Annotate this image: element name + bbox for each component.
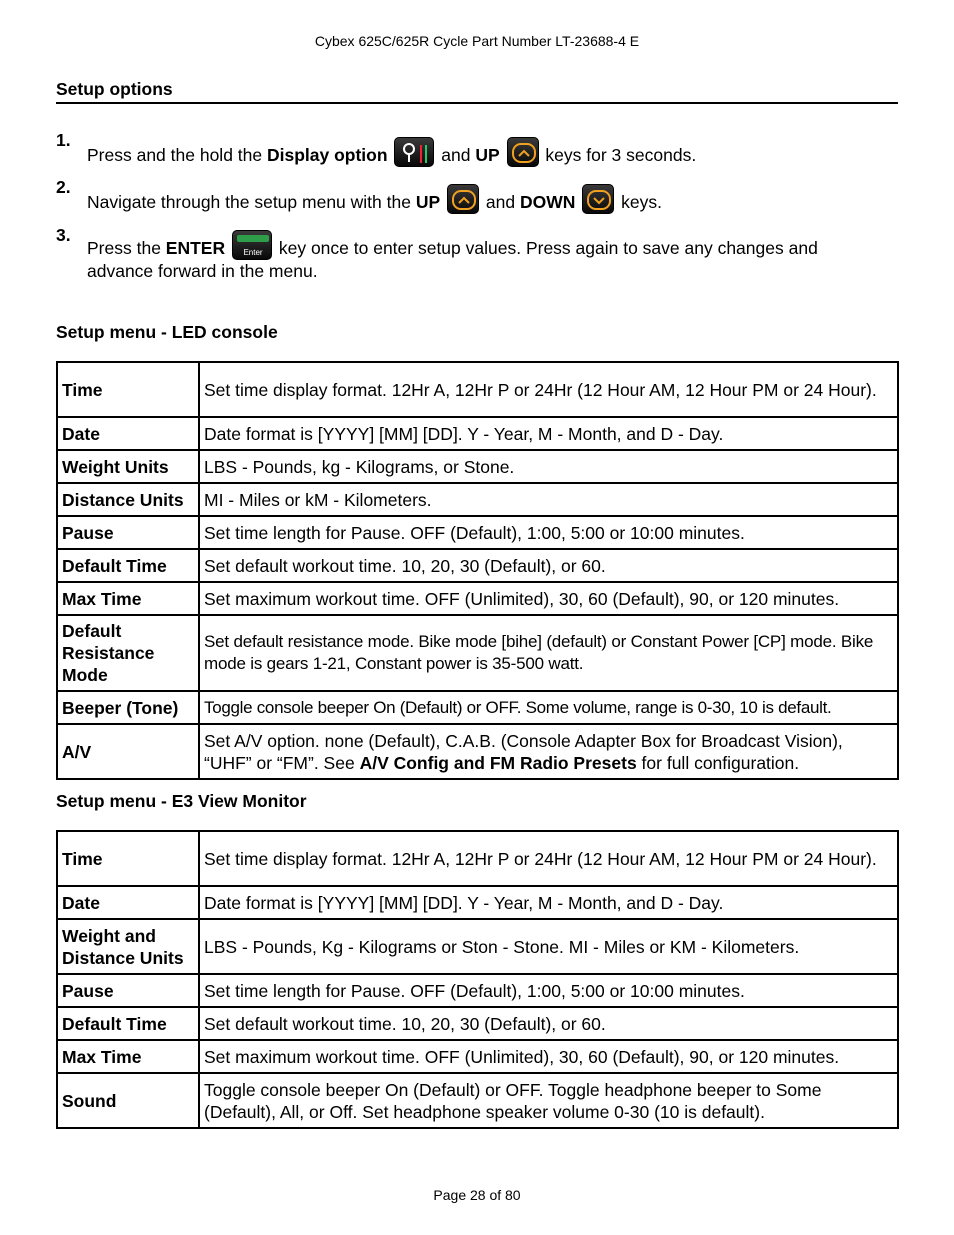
setting-description: Toggle console beeper On (Default) or OFF. Some volume, range is 0-30, 10 is default. [199,691,898,724]
setting-description: LBS - Pounds, kg - Kilograms, or Stone. [199,450,898,483]
table-row [57,582,898,615]
step-number: 1. [56,130,71,150]
setting-description: LBS - Pounds, Kg - Kilograms or Ston - Stone. MI - Miles or KM - Kilometers. [199,919,898,974]
setting-description: Date format is [YYYY] [MM] [DD]. Y - Year, M - Month, and D - Day. [199,886,898,919]
setting-description: MI - Miles or kM - Kilometers. [199,483,898,516]
setting-description: Set default workout time. 10, 20, 30 (Default), or 60. [199,1007,898,1040]
enter-key-icon [232,230,272,260]
led-console-heading: Setup menu - LED console [56,322,278,342]
step-key-name: Display option [266,145,388,165]
heading-rule [56,102,898,104]
down-key-icon [582,184,614,214]
setting-name: Max Time [57,582,199,615]
step-number: 3. [56,225,71,245]
setting-name: Max Time [57,1040,199,1073]
step-text-part: Navigate through the setup menu with the [87,192,416,212]
table-row [57,919,898,974]
e3-monitor-heading: Setup menu - E3 View Monitor [56,791,307,811]
setting-name: Date [57,886,199,919]
description-text: Set A/V option. none (Default), C.A.B. (Console Adapter Box for Broadcast Vision), “UHF” or “FM”. See [204,730,843,773]
table-row [57,549,898,582]
table-row [57,974,898,1007]
setting-name: Time [57,362,199,417]
step-text [87,137,887,167]
step-text [87,230,887,283]
setting-description: Set time display format. 12Hr A, 12Hr P or 24Hr (12 Hour AM, 12 Hour PM or 24 Hour). [199,362,898,417]
setting-description: Set default resistance mode. Bike mode [bihe] (default) or Constant Power [CP] mode. Bike mode is gears 1-21, Constant power is 35-500 watt. [199,615,898,691]
step-key-name: UP [415,192,441,212]
step-text-part: Press the [87,238,166,258]
setting-name: Default Time [57,1007,199,1040]
setting-description: Set time length for Pause. OFF (Default), 1:00, 5:00 or 10:00 minutes. [199,974,898,1007]
table-row [57,483,898,516]
table-row [57,417,898,450]
step-key-name: ENTER [165,238,226,258]
step-key-name: UP [475,145,500,165]
step-key-name: DOWN [519,192,576,212]
setup-options-heading: Setup options [56,79,173,99]
setting-name: Date [57,417,199,450]
step-text-part: keys for 3 seconds. [540,145,697,165]
table-row [57,831,898,886]
table-row [57,724,898,779]
step-text-part: and [436,145,476,165]
setting-description: Set maximum workout time. OFF (Unlimited), 30, 60 (Default), 90, or 120 minutes. [199,582,898,615]
up-key-icon [507,137,539,167]
setting-description: Set time length for Pause. OFF (Default), 1:00, 5:00 or 10:00 minutes. [199,516,898,549]
display-option-key-icon [394,137,434,167]
setting-name: Sound [57,1073,199,1128]
table-row [57,450,898,483]
step-text-part: Press and the hold the [87,145,267,165]
table-row [57,691,898,724]
description-text: for full configuration. [636,752,800,773]
table-row [57,1040,898,1073]
step-text [87,184,887,214]
setting-description [199,724,898,779]
setting-description: Date format is [YYYY] [MM] [DD]. Y - Year, M - Month, and D - Day. [199,417,898,450]
setting-name: Time [57,831,199,886]
setting-name: Pause [57,974,199,1007]
table-row [57,1073,898,1128]
step-number: 2. [56,177,71,197]
table-row [57,886,898,919]
table-row [57,362,898,417]
document-header: Cybex 625C/625R Cycle Part Number LT-23688-4 E [314,33,640,49]
setting-name: A/V [57,724,199,779]
setting-name: Weight and Distance Units [57,919,199,974]
cross-reference: A/V Config and FM Radio Presets [359,752,637,773]
setting-name: Default Time [57,549,199,582]
led-console-table [56,361,899,780]
setting-name: Beeper (Tone) [57,691,199,724]
setting-description: Set time display format. 12Hr A, 12Hr P or 24Hr (12 Hour AM, 12 Hour PM or 24 Hour). [199,831,898,886]
setting-description: Set default workout time. 10, 20, 30 (Default), or 60. [199,549,898,582]
step-text-part: keys. [616,192,662,212]
step-text-part: and [481,192,520,212]
setting-name: Pause [57,516,199,549]
up-key-icon [447,184,479,214]
page-number: Page 28 of 80 [433,1187,521,1203]
table-row [57,615,898,691]
enter-key-label: Enter [243,248,263,257]
setting-name: Default Resistance Mode [57,615,199,691]
e3-monitor-table [56,830,899,1129]
setting-description: Set maximum workout time. OFF (Unlimited), 30, 60 (Default), 90, or 120 minutes. [199,1040,898,1073]
setting-name: Distance Units [57,483,199,516]
step-text-part: key once to enter setup values. Press again to save any changes and advance forward in the menu. [87,238,818,281]
setting-name: Weight Units [57,450,199,483]
table-row [57,516,898,549]
setting-description: Toggle console beeper On (Default) or OFF. Toggle headphone beeper to Some (Default), All, or Off. Set headphone speaker volume 0-30 (10 is default). [199,1073,898,1128]
table-row [57,1007,898,1040]
